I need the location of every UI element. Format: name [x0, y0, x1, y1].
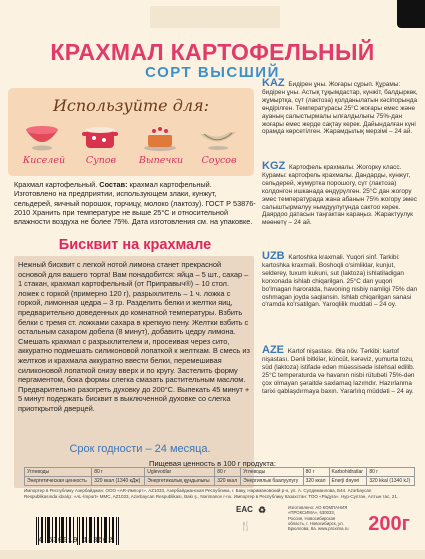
manufacturer-address: Изготовлено: АО КОМПАНИЯ «ПРОКСИМА», 630033, Россия, Новосибирская область, г. Новосибирск, ул. Брюллова, 8а. www.proxima.ru	[288, 505, 349, 532]
table-row	[25, 468, 415, 477]
fork-glass-icon: 🍴	[240, 521, 252, 531]
decorative-border-top	[150, 6, 280, 28]
product-description	[14, 180, 256, 226]
nutrition-table	[24, 467, 415, 486]
eac-mark-icon: EAC	[236, 505, 253, 514]
translation-uzb	[262, 250, 420, 309]
table-cell: Энергетическая ценность	[25, 477, 92, 486]
language-code: UZB	[262, 250, 285, 262]
table-cell: Энергиялык баалуулугу	[241, 477, 304, 486]
importer-fine-print: Импортер в Республику Азербайджан: ООО «AR-Импорт», AZ1033, Азербайджанская Республика, г. Баку, Наримановский р-н, ул. А. Сулдеманлова, Б44. Azərbaycan Respublikasında idxalçı: «AL-İmport» MMC, AZ1033, Azərbaycan Respublikası, Bakı ş., Nərimanov r-nu. Импортер в Республику Казахстан: ТОО «Радуга». Нур-Султан, Алтын тас, 21.	[24, 488, 399, 499]
usage-label-sauce: Соусов	[201, 155, 237, 166]
table-cell: 320 ккал	[303, 477, 329, 486]
soup-pot-icon	[78, 120, 122, 152]
table-cell: 320 ккал	[215, 477, 241, 486]
translation-aze	[262, 344, 420, 395]
translation-kaz	[262, 77, 420, 136]
table-cell: 80 г	[303, 468, 329, 477]
table-cell: 320 ккал (1340 кДж)	[92, 477, 145, 486]
table-row	[25, 477, 415, 486]
composition-label: Состав:	[99, 180, 128, 189]
product-grade: СОРТ ВЫСШИЙ	[145, 64, 280, 81]
language-code: KAZ	[262, 77, 285, 89]
barcode-icon	[34, 505, 124, 559]
table-cell: Углеводы	[25, 468, 92, 477]
recycle-icon: ♻	[258, 505, 267, 515]
table-cell: Karbohidratlar	[329, 468, 367, 477]
recipe-text: Нежный бисквит с легкой нотой лимона станет прекрасной основой для вашего торта! Вам понадобится: яйца – 5 шт., сахар – 1 стакан, крахмал картофельный (от Приправыч®) – 10 стол. ложек с горкой (примерно 120 г), разрыхлитель – 1 ч. ложка с горкой, лимонная цедра – 3 гр. Разделить белки и желтки яиц, предварительно доведенных до комнатной температуры. Взбить белки с тремя ст. ложками сахара в крепкую пену. Желтки взбить с остальным сахаром добела (8 минут), добавить цедру лимона. Смешать крахмал с разрыхлителем и, просеивая через сито, аккуратно подмешать силиконовой лопаткой к желткам. В смесь из желтков и крахмала аккуратно ввести белки, перемешивая силиконовой лопаткой снизу вверх и по кругу. Застелить форму пергаментом, бока формы слегка смазать растительным маслом. Предварительно разогреть духовку до 200°C. Выпекать 45 минут + 5 минут подержать бисквит в выключенной духовке со слегка приоткрытой дверцей.	[18, 260, 250, 413]
table-cell: 320 kkal (1340 kJ)	[367, 477, 415, 486]
table-cell: 80 г	[367, 468, 415, 477]
description-lead: Крахмал картофельный.	[14, 180, 98, 189]
usage-label-soup: Супов	[85, 155, 117, 166]
language-code: AZE	[262, 344, 284, 356]
usage-title: Используйте для:	[52, 96, 210, 115]
cake-icon	[138, 120, 182, 152]
table-cell: 80 г	[92, 468, 145, 477]
translation-text: Kartof nişastası. Əla növ. Tərkibi: kartof nişastası. Dənli bitkilər, küncüt, kərəviz, yumurta tozu, süd (laktoza) istifadə edən müəssisədə istehsal edilib. 25°C temperaturda və havanın nisbi rütubəti 75%-dən çox olmayan şəraitdə saxlamaq lazımdır. Hazırlanma tarixi qablaşdırmaya baxın. Yararlılıq müddəti – 24 ay.	[262, 348, 415, 395]
language-code: KGZ	[262, 160, 286, 172]
certification-marks	[236, 505, 276, 555]
corner-mark	[397, 0, 425, 28]
translation-text: Kartoshka kraxmali. Yuqori sinf. Tarkibi: kartoshka kraxmali. Boshoqli o'simliklar, kunjut, selderey, tuxum kukuni, sut (laktoza) ishlatiladigan korxonada ishlab chiqarilgan. 25°C dan yuqori bo'lmagan haroratda, havoning nisbiy namligi 75% dan oshmagan joyda saqlansin. Ishlab chiqarilgan sanasi o'ramda ko'rsatilgan. Yaroqlilik muddati – 24 oy.	[262, 254, 418, 309]
usage-label-jelly: Киселей	[22, 155, 66, 166]
table-cell: 80 г	[215, 468, 241, 477]
table-cell: Enerji dəyəri	[329, 477, 367, 486]
description-body: крахмал картофельный. Изготовлено на предприятии, использующем злаки, кунжут, сельдерей, яичный порошок, горчицу, молоко (лактозу). ГОСТ Р 53876-2010 Хранить при температуре не выше 25°C и относительной влажности воздуха не более 75%. Дата изготовления см. на упаковке.	[14, 180, 256, 227]
table-cell: Энергетикалық құндылығы	[145, 477, 215, 486]
table-cell: Углеводы	[241, 468, 304, 477]
barcode-number: 4 630019 133602	[38, 537, 114, 545]
translation-kgz	[262, 160, 420, 227]
sauce-boat-icon	[196, 120, 240, 152]
shelf-life: Срок годности – 24 месяца.	[69, 443, 211, 455]
recipe-title: Бисквит на крахмале	[58, 237, 212, 253]
translation-text: Бидірен ұны. Жоғары сұрып. Құрамы: бидірен ұны. Астық тұқымдастар, күнжіт, балдыркөк, жұмыртқа, сүт (лактоза) қолданылатын кәсіпорында өндірілген. Температурасы 25°С жоғары емес және ауаның салыстырмалы ылғалдылығы 75%-дан жоғары емес жерде сақтау керек. Дайындалған күні орамда көрсетілген. Жарамдылық мерзімі – 24 ай.	[262, 81, 418, 136]
translation-text: Картофель крахмалы. Жогорку класс. Курамы: картофель крахмалы. Дандарды, кунжут, сельдерей, жумуртка порошогу, сүт (лактоза) колдонгон ишканада өндүрүлгөн. 25°С дан жогору эмес температурада жана абанын 75% жогору эмес салыштырмалуу нымдуулугунда сактоо керек. Даярдоо датасын таңгактан караңыз. Жарактуулук мөөнөтү – 24 ай.	[262, 164, 417, 227]
nutrition-title: Пищевая ценность в 100 г продукта:	[149, 459, 276, 468]
usage-label-baking: Выпечки	[138, 155, 184, 166]
table-cell: Uglevodlar	[145, 468, 215, 477]
net-weight: 200г	[368, 513, 410, 535]
jelly-bowl-icon	[20, 120, 64, 152]
product-title: КРАХМАЛ КАРТОФЕЛЬНЫЙ	[50, 39, 375, 65]
